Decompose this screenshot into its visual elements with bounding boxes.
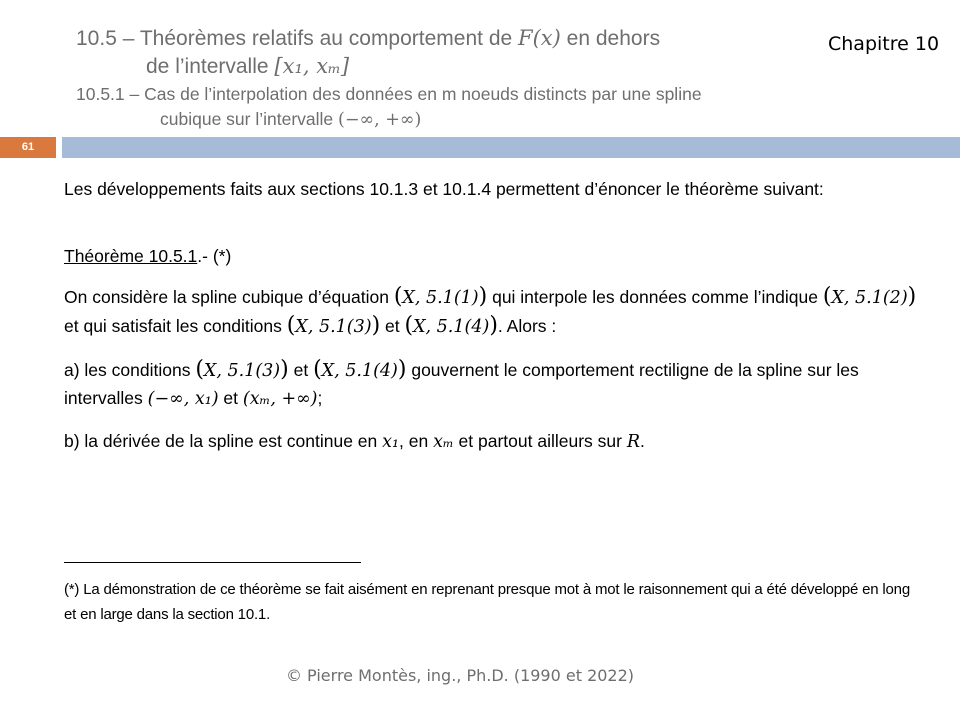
theorem-item-b: b) la dérivée de la spline est continue en x₁, en xₘ et partout ailleurs sur R. — [64, 431, 645, 452]
copyright-footer: © Pierre Montès, ing., Ph.D. (1990 et 2022) — [285, 666, 635, 685]
slide-title-line2: de l’intervalle [x₁, xₘ] — [146, 54, 350, 78]
footnote-text: (*) La démonstration de ce théorème se fait aisément en reprenant presque mot à mot le raisonnement qui a été développé en long et en large dans la section 10.1. — [64, 581, 910, 623]
slide-title-line1: 10.5 – Théorèmes relatifs au comportement de F(x) en dehors — [76, 26, 661, 50]
slide-subtitle-line2: cubique sur l’intervalle (−∞, +∞) — [160, 109, 422, 130]
intro-paragraph: Les développements faits aux sections 10.1.3 et 10.1.4 permettent d’énoncer le théorème suivant: — [64, 179, 824, 199]
theorem-label: Théorème 10.5.1 — [64, 246, 198, 266]
slide-number: 61 — [0, 137, 56, 158]
footnote-separator — [64, 562, 361, 563]
theorem-heading: Théorème 10.5.1.- (*) — [64, 246, 232, 266]
theorem-item-a: a) les conditions (X, 5.1(3)) et (X, 5.1(4)) gouvernent le comportement rectiligne de la spline sur les intervalles (−∞, x₁) et (xₘ, +∞); — [64, 357, 859, 409]
interval-x1-xm: [x₁, xₘ] — [274, 54, 350, 78]
chapter-label: Chapitre 10 — [828, 33, 940, 55]
interval-infinite: (−∞, +∞) — [338, 110, 422, 130]
slide-subtitle-line1: 10.5.1 – Cas de l’interpolation des données en m noeuds distincts par une spline — [76, 84, 702, 104]
theorem-statement: On considère la spline cubique d’équation (X, 5.1(1)) qui interpole les données comme l’indique (X, 5.1(2)) et qui satisfait les conditions (X, 5.1(3)) et (X, 5.1(4)). Alors : — [64, 284, 917, 338]
header-divider-bar — [62, 137, 960, 158]
function-F: F(x) — [518, 26, 561, 50]
